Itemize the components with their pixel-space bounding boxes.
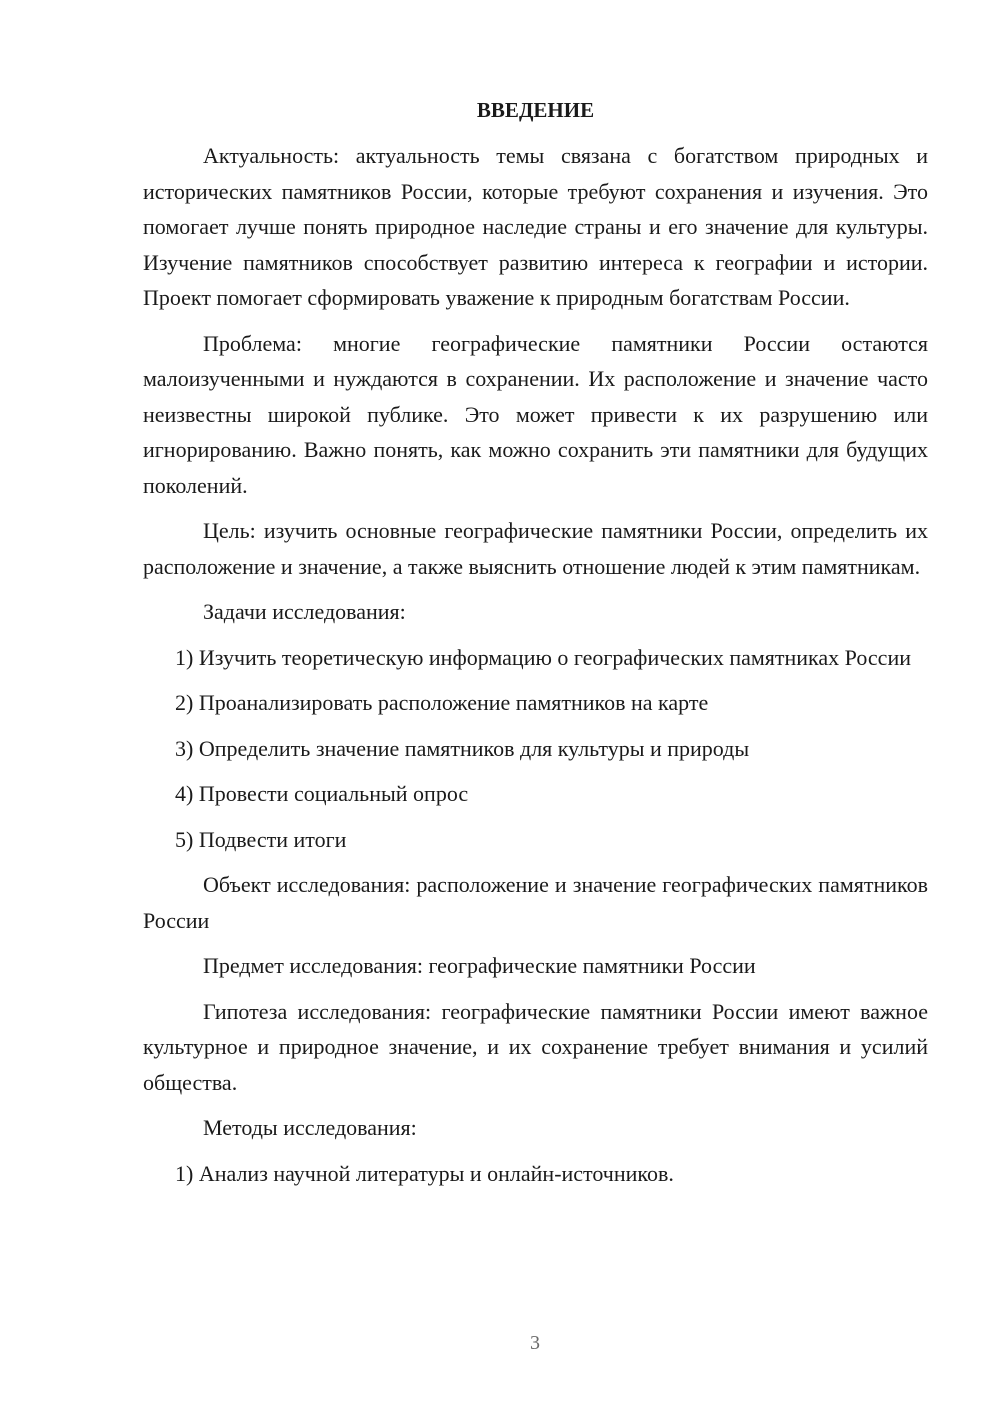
subject-paragraph: Предмет исследования: географические памятники России	[203, 953, 756, 978]
object-paragraph: Объект исследования: расположение и значение географических памятников России	[143, 872, 928, 933]
section-heading: ВВЕДЕНИЕ	[476, 98, 595, 122]
task-item-4: 4) Провести социальный опрос	[175, 781, 469, 806]
task-item-2: 2) Проанализировать расположение памятников на карте	[175, 690, 709, 715]
task-item-1: 1) Изучить теоретическую информацию о географических памятниках России	[175, 644, 911, 670]
goal-paragraph: Цель: изучить основные географические памятники России, определить их расположение и значение, а также выяснить отношение людей к этим памятникам.	[143, 518, 928, 579]
problem-paragraph: Проблема: многие географические памятники России остаются малоизученными и нуждаются в сохранении. Их расположение и значение часто неизвестны широкой публике. Это может привести к их разрушению или игнорированию. Важно понять, как можно сохранить эти памятники для будущих поколений.	[143, 330, 928, 498]
hypothesis-paragraph: Гипотеза исследования: географические памятники России имеют важное культурное и природное значение, и их сохранение требует внимания и усилий общества.	[143, 998, 928, 1095]
task-item-5: 5) Подвести итоги	[175, 826, 347, 852]
tasks-label: Задачи исследования:	[203, 599, 406, 624]
task-item-3: 3) Определить значение памятников для культуры и природы	[175, 735, 750, 761]
page-number: 3	[530, 1332, 540, 1354]
methods-label: Методы исследования:	[203, 1115, 417, 1140]
relevance-paragraph: Актуальность: актуальность темы связана с богатством природных и исторических памятников России, которые требуют сохранения и изучения. Это помогает лучше понять природное наследие страны и его значение для культуры. Изучение памятников способствует развитию интереса к географии и истории. Проект помогает сформировать уважение к природным богатствам России.	[143, 143, 928, 310]
method-item-1: 1) Анализ научной литературы и онлайн-источников.	[175, 1160, 674, 1186]
document-page	[143, 96, 928, 1201]
